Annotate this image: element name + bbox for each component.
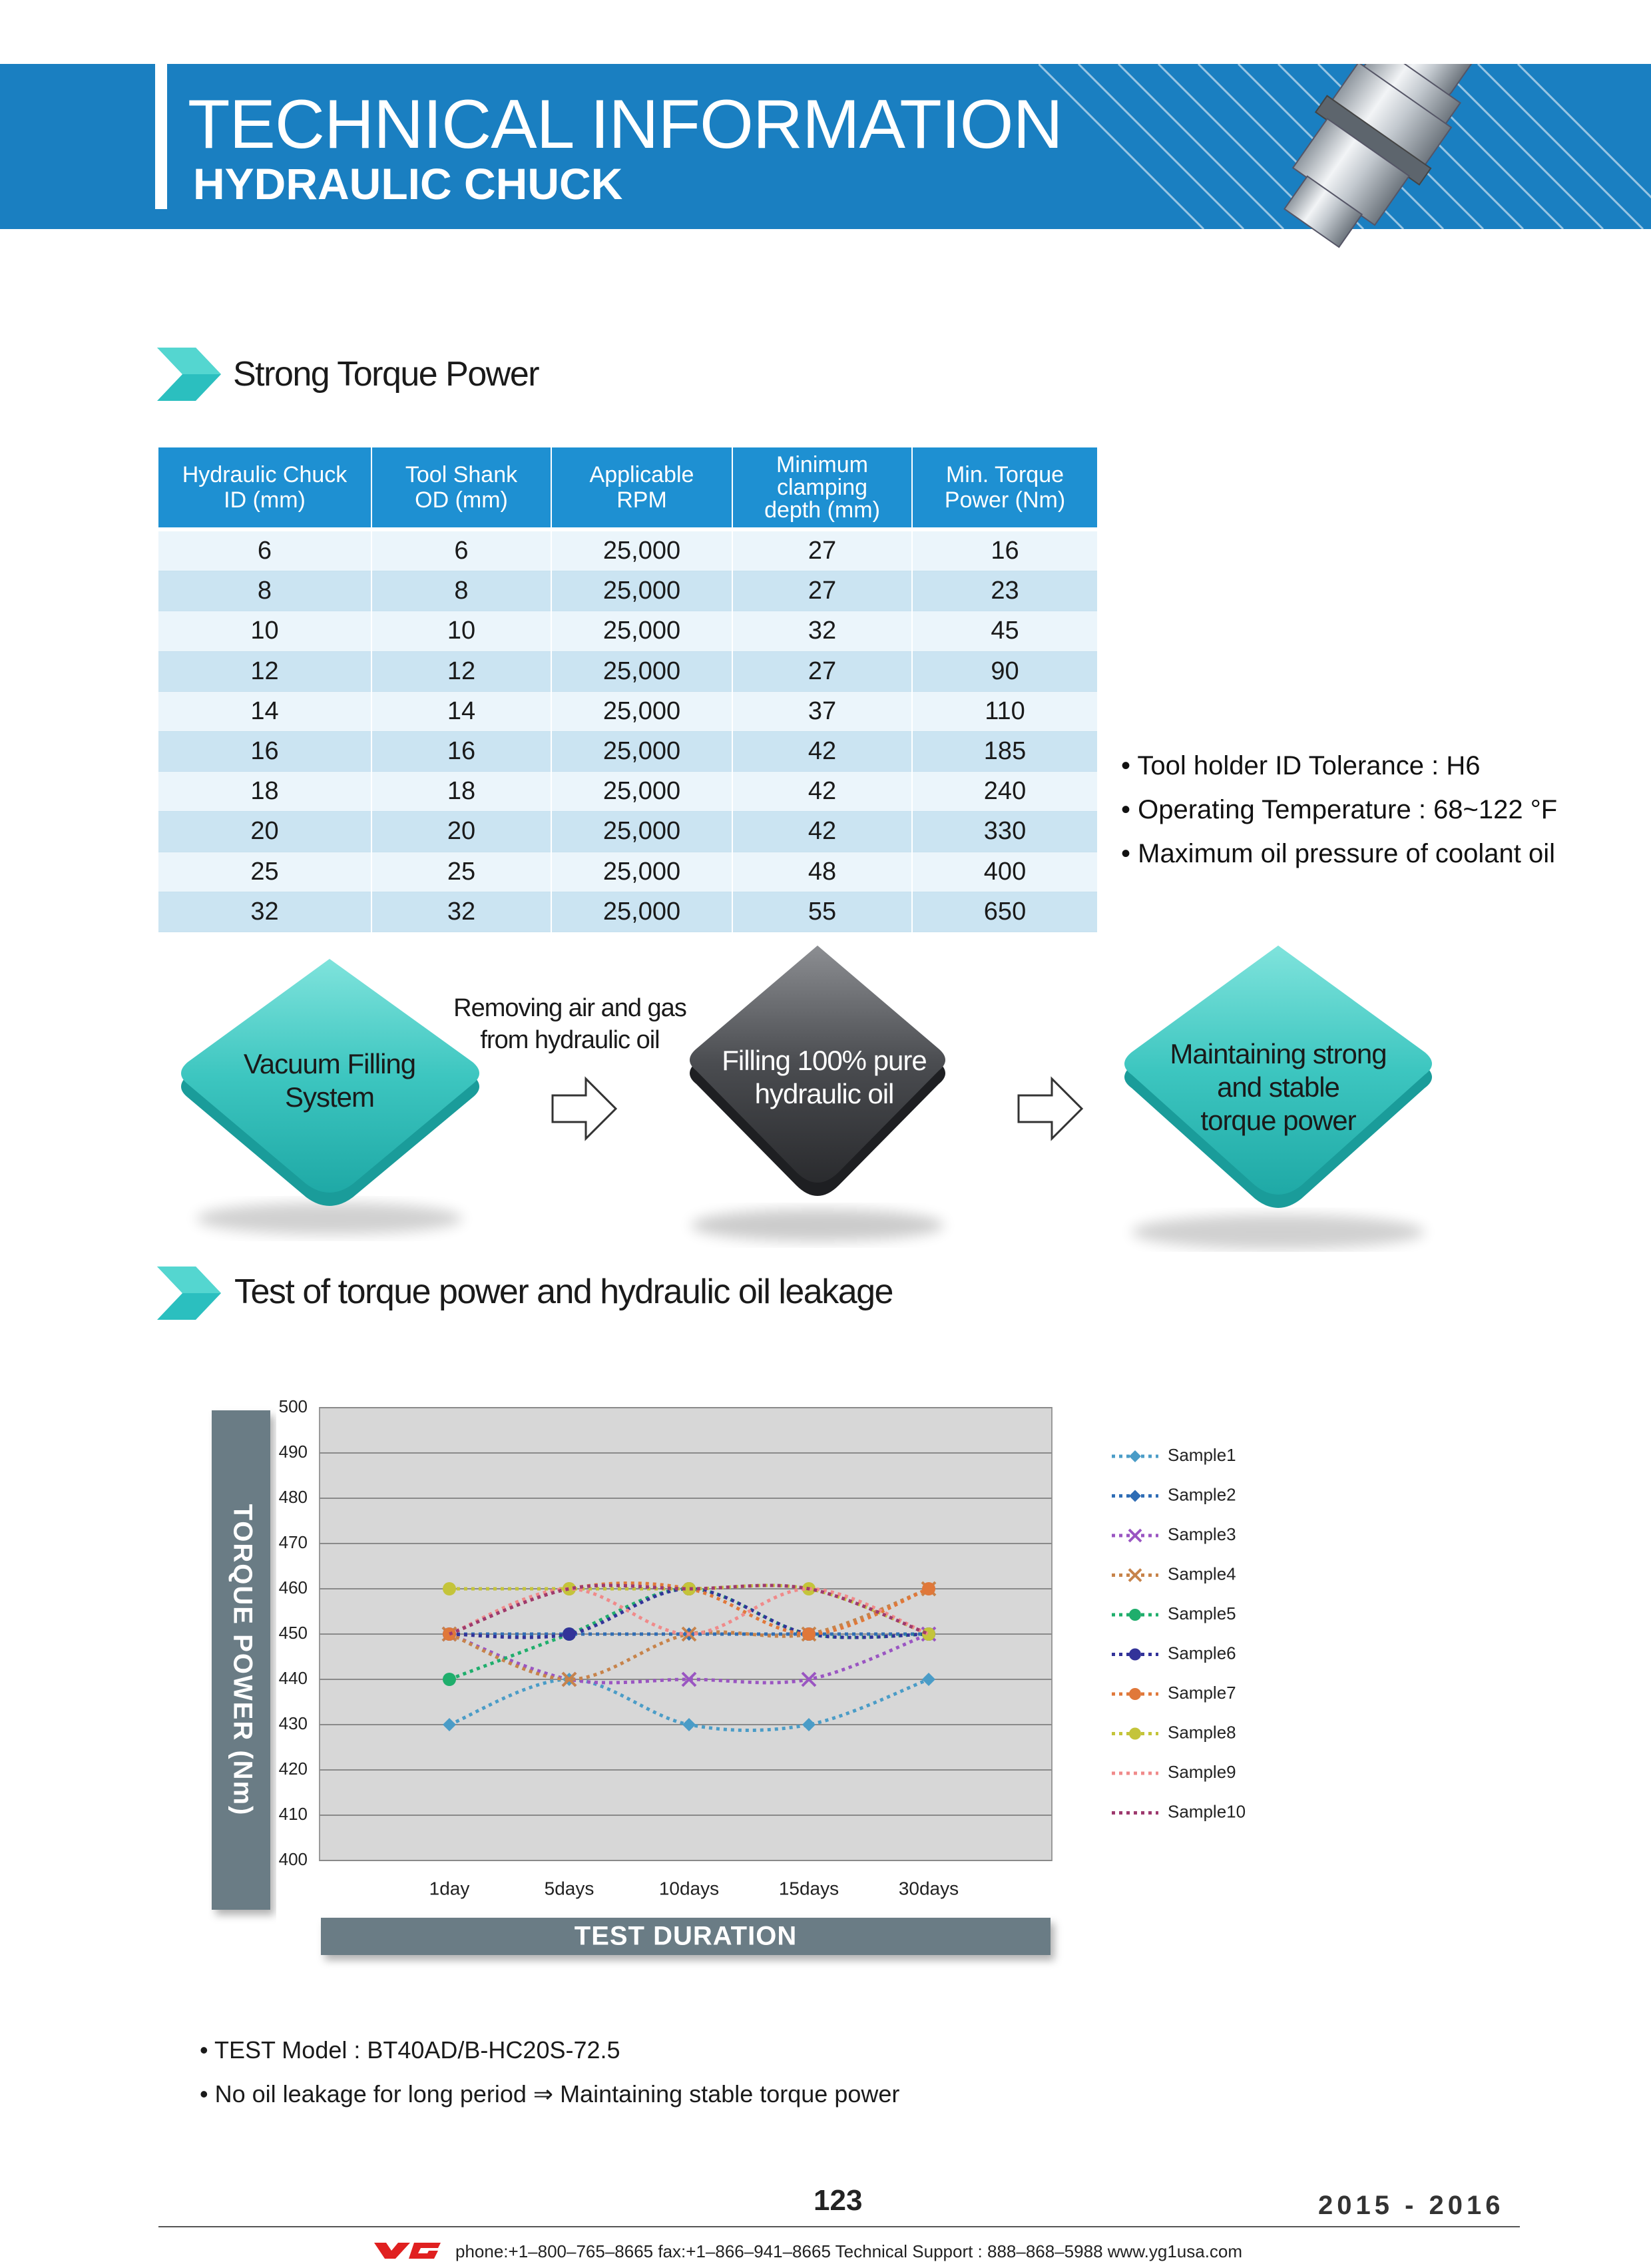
- y-tick-label: 400: [278, 1848, 308, 1869]
- y-tick-label: 500: [278, 1396, 308, 1416]
- legend-label: Sample2: [1168, 1484, 1236, 1505]
- data-point: [802, 1627, 816, 1641]
- legend-item: [1112, 1722, 1236, 1742]
- table-row: [158, 892, 1097, 932]
- cell-chuck-id: 14: [158, 691, 371, 731]
- spec-tolerance: • Tool holder ID Tolerance : H6: [1121, 751, 1481, 780]
- cell-chuck-id: 18: [158, 772, 371, 812]
- cell-shank-od: 25: [371, 852, 551, 892]
- data-point: [1129, 1649, 1141, 1661]
- data-point: [1129, 1490, 1141, 1502]
- x-tick-label: 5days: [544, 1878, 594, 1899]
- footer-contact: phone:+1–800–765–8665 fax:+1–866–941–8665 Technical Support : 888–868–5988 www.yg1usa.com: [455, 2241, 1243, 2261]
- y-axis-label: TORQUE POWER (Nm): [228, 1504, 258, 1817]
- y-tick-label: 430: [278, 1713, 308, 1733]
- data-point: [1129, 1530, 1141, 1542]
- data-point: [443, 1582, 456, 1595]
- spec-temperature: • Operating Temperature : 68~122 °F: [1121, 795, 1558, 824]
- header-min-torque: Min. Torque Power (Nm): [912, 447, 1097, 529]
- y-tick-label: 420: [278, 1758, 308, 1779]
- header-rpm: Applicable RPM: [551, 447, 732, 529]
- cell-clamping-depth: 42: [732, 772, 912, 812]
- cell-clamping-depth: 42: [732, 731, 912, 771]
- cell-clamping-depth: 27: [732, 529, 912, 571]
- legend-label: Sample5: [1168, 1603, 1236, 1623]
- cell-chuck-id: 6: [158, 529, 371, 571]
- cell-chuck-id: 10: [158, 611, 371, 651]
- table-row: [158, 571, 1097, 611]
- torque-line-chart: [200, 1378, 1331, 1978]
- legend-item: [1112, 1801, 1246, 1821]
- arrow-right-icon: [553, 1079, 616, 1139]
- cell-min-torque: 650: [912, 892, 1097, 932]
- data-point: [1129, 1609, 1141, 1621]
- data-point: [1129, 1450, 1141, 1462]
- x-tick-label: 1day: [429, 1878, 470, 1899]
- cell-clamping-depth: 48: [732, 852, 912, 892]
- legend-item: [1112, 1683, 1236, 1703]
- cell-rpm: 25,000: [551, 611, 732, 651]
- table-header-row: [158, 447, 1097, 529]
- cell-shank-od: 32: [371, 892, 551, 932]
- cell-clamping-depth: 27: [732, 651, 912, 691]
- section-title-torque: Strong Torque Power: [233, 355, 539, 394]
- cell-shank-od: 18: [371, 772, 551, 812]
- cell-clamping-depth: 55: [732, 892, 912, 932]
- step-filling-oil-label: Filling 100% pure hydraulic oil: [722, 1045, 927, 1109]
- y-tick-label: 490: [278, 1441, 308, 1462]
- cell-min-torque: 16: [912, 529, 1097, 571]
- cell-min-torque: 400: [912, 852, 1097, 892]
- x-tick-label: 30days: [898, 1878, 959, 1899]
- data-point: [922, 1582, 935, 1595]
- cell-rpm: 25,000: [551, 651, 732, 691]
- page-subtitle: HYDRAULIC CHUCK: [193, 159, 623, 208]
- data-point: [1129, 1688, 1141, 1700]
- table-row: [158, 611, 1097, 651]
- header-shank-od: Tool Shank OD (mm): [371, 447, 551, 529]
- legend-item: [1112, 1563, 1236, 1583]
- legend-label: Sample7: [1168, 1682, 1236, 1703]
- spec-oil-pressure: • Maximum oil pressure of coolant oil: [1121, 839, 1556, 868]
- y-tick-label: 450: [278, 1622, 308, 1643]
- cell-clamping-depth: 27: [732, 571, 912, 611]
- cell-shank-od: 8: [371, 571, 551, 611]
- cell-min-torque: 185: [912, 731, 1097, 771]
- data-point: [443, 1673, 456, 1686]
- y-tick-label: 480: [278, 1486, 308, 1507]
- legend-label: Sample8: [1168, 1722, 1236, 1743]
- cell-min-torque: 240: [912, 772, 1097, 812]
- data-point: [922, 1627, 935, 1641]
- cell-chuck-id: 32: [158, 892, 371, 932]
- cell-min-torque: 23: [912, 571, 1097, 611]
- cell-clamping-depth: 37: [732, 691, 912, 731]
- note-no-leakage: • No oil leakage for long period ⇒ Maintaining stable torque power: [200, 2080, 900, 2108]
- cell-shank-od: 12: [371, 651, 551, 691]
- table-row: [158, 772, 1097, 812]
- chevron-right-icon: [157, 348, 221, 401]
- legend-item: [1112, 1603, 1236, 1623]
- header-chuck-id: Hydraulic Chuck ID (mm): [158, 447, 371, 529]
- cell-shank-od: 20: [371, 812, 551, 852]
- cell-shank-od: 6: [371, 529, 551, 571]
- note-test-model: • TEST Model : BT40AD/B-HC20S-72.5: [200, 2036, 620, 2064]
- data-point: [1129, 1728, 1141, 1740]
- legend-label: Sample6: [1168, 1643, 1236, 1663]
- cell-clamping-depth: 42: [732, 812, 912, 852]
- legend-label: Sample3: [1168, 1524, 1236, 1544]
- legend-item: [1112, 1762, 1236, 1782]
- table-row: [158, 651, 1097, 691]
- legend-item: [1112, 1484, 1236, 1504]
- header-accent-bar: [155, 64, 167, 209]
- cell-min-torque: 330: [912, 812, 1097, 852]
- step-caption-removing-air: Removing air and gas from hydraulic oil: [453, 994, 686, 1054]
- table-row: [158, 852, 1097, 892]
- cell-rpm: 25,000: [551, 892, 732, 932]
- section-title-test: Test of torque power and hydraulic oil leakage: [234, 1273, 893, 1311]
- cell-rpm: 25,000: [551, 812, 732, 852]
- cell-clamping-depth: 32: [732, 611, 912, 651]
- cell-rpm: 25,000: [551, 731, 732, 771]
- cell-rpm: 25,000: [551, 691, 732, 731]
- x-axis-label: TEST DURATION: [574, 1921, 798, 1951]
- cell-rpm: 25,000: [551, 852, 732, 892]
- cell-rpm: 25,000: [551, 529, 732, 571]
- torque-table: [158, 447, 1097, 932]
- page-number: 123: [814, 2184, 863, 2217]
- y-tick-label: 470: [278, 1532, 308, 1552]
- cell-chuck-id: 20: [158, 812, 371, 852]
- data-point: [1129, 1569, 1141, 1581]
- cell-shank-od: 14: [371, 691, 551, 731]
- page-title: TECHNICAL INFORMATION: [188, 86, 1062, 163]
- cell-min-torque: 110: [912, 691, 1097, 731]
- legend-item: [1112, 1643, 1236, 1663]
- cell-chuck-id: 25: [158, 852, 371, 892]
- legend-label: Sample9: [1168, 1761, 1236, 1782]
- y-tick-label: 440: [278, 1667, 308, 1688]
- table-row: [158, 529, 1097, 571]
- cell-chuck-id: 12: [158, 651, 371, 691]
- y-tick-label: 410: [278, 1803, 308, 1824]
- legend-label: Sample10: [1168, 1801, 1246, 1822]
- step-torque-power-label: Maintaining strong and stable torque power: [1170, 1038, 1387, 1136]
- legend-label: Sample1: [1168, 1444, 1236, 1465]
- table-row: [158, 691, 1097, 731]
- cell-shank-od: 16: [371, 731, 551, 771]
- catalog-year: 2015 - 2016: [1318, 2191, 1505, 2220]
- yg1-logo: [371, 2237, 445, 2264]
- legend-item: [1112, 1445, 1236, 1465]
- table-row: [158, 731, 1097, 771]
- cell-chuck-id: 8: [158, 571, 371, 611]
- step-vacuum-filling-label: Vacuum Filling System: [243, 1048, 416, 1113]
- footer-divider: [158, 2226, 1520, 2227]
- hydraulic-chuck-image: [1252, 64, 1651, 284]
- x-tick-label: 15days: [778, 1878, 839, 1899]
- cell-rpm: 25,000: [551, 571, 732, 611]
- cell-shank-od: 10: [371, 611, 551, 651]
- cell-chuck-id: 16: [158, 731, 371, 771]
- cell-min-torque: 90: [912, 651, 1097, 691]
- table-row: [158, 812, 1097, 852]
- cell-rpm: 25,000: [551, 772, 732, 812]
- chevron-right-icon: [157, 1267, 221, 1320]
- y-tick-label: 460: [278, 1577, 308, 1597]
- header-clamping-depth: Minimum clamping depth (mm): [732, 447, 912, 529]
- legend-item: [1112, 1524, 1236, 1544]
- legend-label: Sample4: [1168, 1563, 1236, 1584]
- x-tick-label: 10days: [658, 1878, 720, 1899]
- data-point: [563, 1627, 576, 1641]
- arrow-right-icon: [1019, 1079, 1082, 1139]
- cell-min-torque: 45: [912, 611, 1097, 651]
